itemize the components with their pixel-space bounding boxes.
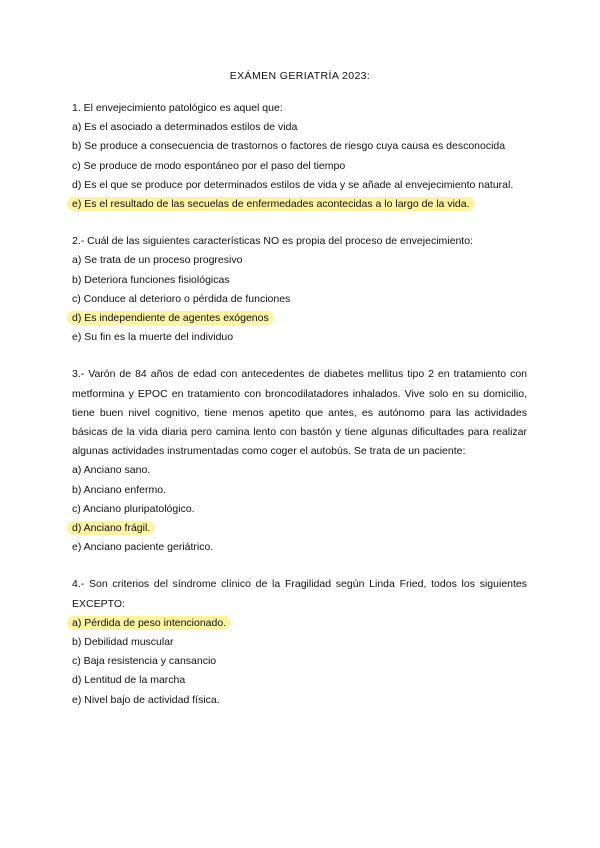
answer-highlight: d) Es independiente de agentes exógenos bbox=[67, 311, 274, 325]
answer-highlight: a) Pérdida de peso intencionado. bbox=[67, 616, 231, 630]
answer-option: e) Su fin es la muerte del individuo bbox=[72, 331, 234, 344]
answer-option: c) Se produce de modo espontáneo por el paso del tiempo bbox=[72, 159, 346, 172]
answer-option: a) Es el asociado a determinados estilos de vida bbox=[72, 121, 298, 134]
question-text: 4.- Son criterios del síndrome clínico de la Fragilidad según Linda Fried, todos los siguientes EXCEPTO: bbox=[72, 578, 527, 610]
answer-option: c) Anciano pluripatológico. bbox=[72, 502, 195, 515]
answer-option: a) Anciano sano. bbox=[72, 464, 151, 477]
answer-highlight: e) Es el resultado de las secuelas de enfermedades acontecidas a lo largo de la vida. bbox=[67, 197, 475, 211]
answer-option: b) Se produce a consecuencia de trastornos o factores de riesgo cuya causa es desconocida bbox=[72, 140, 506, 153]
question-1 bbox=[72, 99, 527, 214]
answer-option: d) Lentitud de la marcha bbox=[72, 674, 186, 687]
answer-option: c) Baja resistencia y cansancio bbox=[72, 655, 217, 668]
question-text: 1. El envejecimiento patológico es aquel que: bbox=[72, 102, 283, 114]
exam-title: EXÁMEN GERIATRÍA 2023: bbox=[229, 70, 371, 82]
answer-option-highlighted bbox=[72, 195, 527, 214]
answer-option: c) Conduce al deterioro o pérdida de funciones bbox=[72, 292, 291, 305]
answer-option: d) Es el que se produce por determinados estilos de vida y se añade al envejecimiento natural. bbox=[72, 178, 514, 191]
question-2 bbox=[72, 232, 527, 347]
answer-option: a) Se trata de un proceso progresivo bbox=[72, 254, 243, 267]
answer-option-highlighted bbox=[72, 309, 527, 328]
question-3 bbox=[72, 365, 527, 557]
question-4 bbox=[72, 575, 527, 709]
answer-option: b) Anciano enfermo. bbox=[72, 483, 166, 496]
answer-option: e) Anciano paciente geriátrico. bbox=[72, 541, 214, 554]
answer-option: b) Deteriora funciones fisiológicas bbox=[72, 273, 230, 286]
answer-option-highlighted bbox=[72, 614, 527, 633]
answer-option: e) Nivel bajo de actividad física. bbox=[72, 693, 220, 706]
answer-option-highlighted bbox=[72, 519, 527, 538]
question-text: 2.- Cuál de las siguientes características NO es propia del proceso de envejecimiento: bbox=[72, 235, 473, 248]
answer-option: b) Debilidad muscular bbox=[72, 636, 174, 649]
exam-content bbox=[72, 99, 527, 728]
answer-highlight: d) Anciano frágil. bbox=[67, 521, 155, 535]
question-text: 3.- Varón de 84 años de edad con antecedentes de diabetes mellitus tipo 2 en tratamiento con metformina y EPOC en tratamiento con broncodilatadores inhalados. Vive solo en su domicilio, tiene buen nivel cognitivo, tiene menos apetito que antes, es autónomo para las actividades básicas de la vida diaria pero camina lento con bastón y tiene algunas dificultades para realizar algunas actividades instrumentadas como coger el autobús. Se trata de un paciente: bbox=[72, 368, 527, 458]
